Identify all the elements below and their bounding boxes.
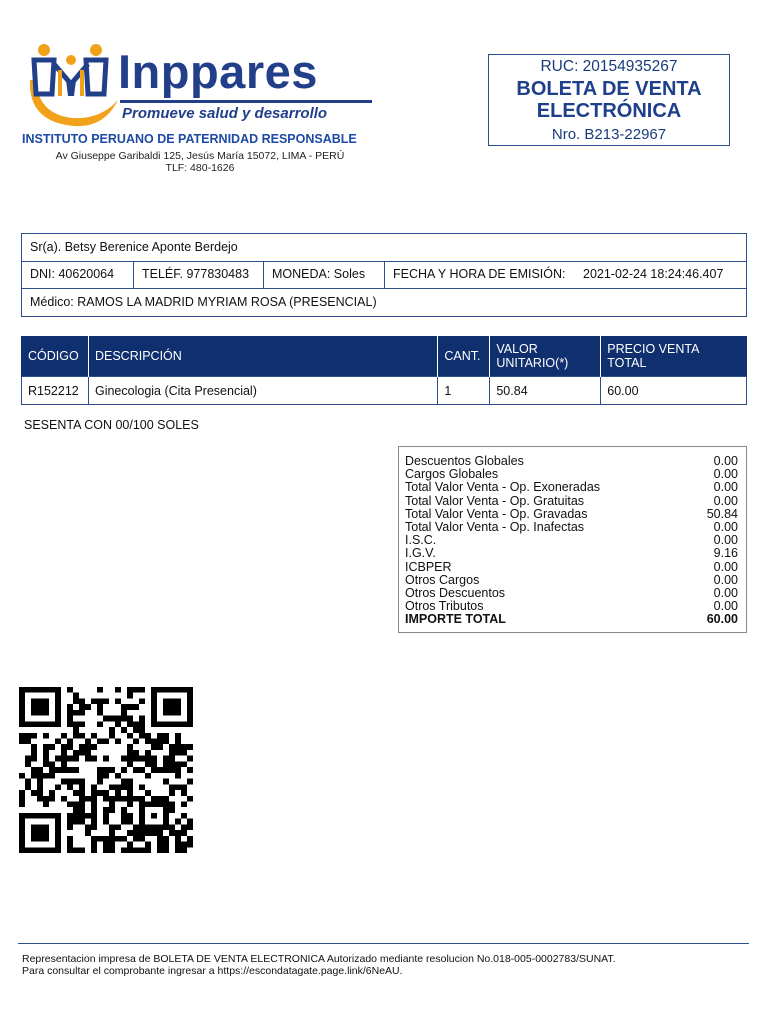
issuer-address: Av Giuseppe Garibaldi 125, Jesús María 15072, LIMA - PERÚ xyxy=(55,150,345,162)
header-description: DESCRIPCIÓN xyxy=(88,336,437,377)
header-sale-price-line1: PRECIO VENTA xyxy=(607,342,700,356)
header-unit-value xyxy=(490,336,601,377)
doctor-name: Médico: RAMOS LA MADRID MYRIAM ROSA (PRESENCIAL) xyxy=(30,295,377,309)
grand-total-value: 60.00 xyxy=(706,612,738,627)
document-number: Nro. B213-22967 xyxy=(551,126,667,143)
totals-label: Descuentos Globales xyxy=(405,454,524,468)
ruc-box xyxy=(488,54,730,146)
totals-row xyxy=(405,561,738,574)
totals-label: Total Valor Venta - Op. Inafectas xyxy=(405,520,585,535)
header-sale-price-line2: TOTAL xyxy=(607,356,647,370)
totals-value: 0.00 xyxy=(713,599,738,614)
totals-label: Otros Tributos xyxy=(405,599,484,614)
qr-code-icon xyxy=(19,687,193,853)
items-header-row xyxy=(22,336,747,377)
header-unit-value-line1: VALOR xyxy=(496,342,538,356)
totals-label: Otros Cargos xyxy=(405,572,480,587)
totals-box xyxy=(398,446,747,633)
client-phone: TELÉF. 977830483 xyxy=(133,261,249,288)
ruc-number: RUC: 20154935267 xyxy=(540,58,678,75)
issue-date-label: FECHA Y HORA DE EMISIÓN: xyxy=(384,261,566,288)
client-details-row xyxy=(22,261,746,289)
grand-total-row xyxy=(405,613,738,626)
item-sale-price: 60.00 xyxy=(601,377,747,405)
items-table xyxy=(21,336,747,405)
header-code: CÓDIGO xyxy=(22,336,89,377)
table-row xyxy=(22,377,747,405)
footer-legal-text: Representacion impresa de BOLETA DE VENTA ELECTRONICA Autorizado mediante resolucion No.018-005-0002783/SUNAT. xyxy=(22,953,616,965)
institute-name: INSTITUTO PERUANO DE PATERNIDAD RESPONSABLE xyxy=(22,132,357,146)
totals-label: Otros Descuentos xyxy=(405,586,506,601)
totals-value: 0.00 xyxy=(713,467,738,482)
totals-label: Cargos Globales xyxy=(405,467,499,482)
totals-value: 0.00 xyxy=(713,586,738,601)
header-unit-value-line2: UNITARIO(*) xyxy=(496,356,569,370)
totals-row xyxy=(405,547,738,560)
amount-in-words: SESENTA CON 00/100 SOLES xyxy=(24,418,199,432)
issue-date-value: 2021-02-24 18:24:46.407 xyxy=(583,267,724,281)
totals-row xyxy=(405,521,738,534)
item-qty: 1 xyxy=(438,377,490,405)
header-sale-price xyxy=(601,336,747,377)
issuer-phone: TLF: 480-1626 xyxy=(165,162,235,174)
totals-label: Total Valor Venta - Op. Exoneradas xyxy=(405,480,601,495)
totals-value: 0.00 xyxy=(713,480,738,495)
client-info-box xyxy=(21,233,747,317)
totals-label: ICBPER xyxy=(405,559,452,574)
item-unit-value: 50.84 xyxy=(490,377,601,405)
document-type-line1: BOLETA DE VENTA xyxy=(516,78,702,100)
client-name-row xyxy=(22,234,746,262)
totals-value: 0.00 xyxy=(713,572,738,587)
footer-divider xyxy=(18,943,749,944)
header-qty: CANT. xyxy=(438,336,490,377)
client-name: Sr(a). Betsy Berenice Aponte Berdejo xyxy=(30,240,238,254)
inppares-logo-icon xyxy=(22,40,120,130)
item-description: Ginecologia (Cita Presencial) xyxy=(88,377,437,405)
totals-label: I.G.V. xyxy=(405,546,436,561)
doctor-row xyxy=(22,289,746,316)
totals-value: 0.00 xyxy=(713,493,738,508)
totals-value: 0.00 xyxy=(713,533,738,548)
totals-label: I.S.C. xyxy=(405,533,437,548)
totals-value: 9.16 xyxy=(713,546,738,561)
grand-total-label: IMPORTE TOTAL xyxy=(405,612,506,627)
totals-value: 0.00 xyxy=(713,520,738,535)
document-type-line2: ELECTRÓNICA xyxy=(536,100,682,122)
brand-name: Inppares xyxy=(118,45,318,98)
totals-value: 0.00 xyxy=(713,559,738,574)
totals-row xyxy=(405,495,738,508)
totals-label: Total Valor Venta - Op. Gravadas xyxy=(405,506,588,521)
document-type xyxy=(489,78,729,122)
totals-label: Total Valor Venta - Op. Gratuitas xyxy=(405,493,585,508)
footer-link-text: Para consultar el comprobante ingresar a https://escondatagate.page.link/6NeAU. xyxy=(22,965,403,977)
item-code: R152212 xyxy=(22,377,89,405)
client-dni: DNI: 40620064 xyxy=(30,267,115,281)
totals-row xyxy=(405,534,738,547)
brand-underline xyxy=(120,100,372,103)
totals-row xyxy=(405,481,738,494)
totals-value: 0.00 xyxy=(713,454,738,468)
totals-value: 50.84 xyxy=(706,506,738,521)
brand-tagline: Promueve salud y desarrollo xyxy=(122,105,328,122)
currency: MONEDA: Soles xyxy=(263,261,365,288)
